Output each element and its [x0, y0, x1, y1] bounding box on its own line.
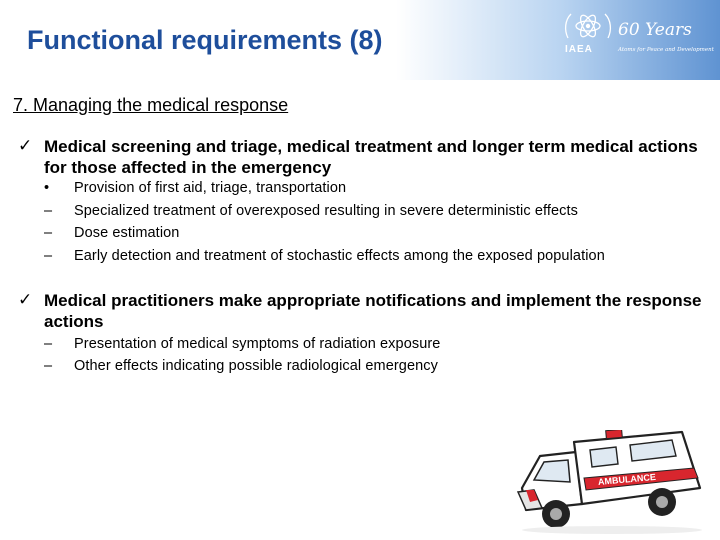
bullet-marker: • — [44, 180, 50, 196]
dash-marker: – — [44, 203, 53, 219]
checkmark-icon: ✓ — [18, 290, 33, 309]
iaea-60-years-logo — [560, 8, 720, 58]
dash-marker: – — [44, 248, 53, 264]
list-item-text: Presentation of medical symptoms of radiation exposure — [74, 336, 441, 352]
dash-marker: – — [44, 358, 53, 374]
check-item-text: Medical practitioners make appropriate notifications and implement the response actions — [44, 291, 702, 331]
logo-years-text: 60 Years — [618, 20, 692, 40]
list-item-text: Provision of first aid, triage, transportation — [74, 180, 347, 196]
section-subtitle: 7. Managing the medical response — [13, 95, 289, 115]
check-item-text: Medical screening and triage, medical treatment and longer term medical actions for those affected in the emergency — [44, 137, 698, 177]
atom-emblem-icon — [560, 8, 616, 48]
logo-tagline-text: Atoms for Peace and Development — [618, 47, 714, 53]
checkmark-icon: ✓ — [18, 136, 33, 155]
logo-agency-text: IAEA — [565, 44, 593, 55]
dash-marker: – — [44, 225, 53, 241]
ambulance-illustration — [512, 430, 712, 535]
list-item-text: Early detection and treatment of stochastic effects among the exposed population — [74, 248, 605, 264]
slide-title: Functional requirements (8) — [27, 25, 383, 55]
check-item-medical-screening — [18, 136, 708, 180]
dash-marker: – — [44, 336, 53, 352]
list-item-text: Dose estimation — [74, 225, 180, 241]
list-item-text: Other effects indicating possible radiological emergency — [74, 358, 439, 374]
list-item-text: Specialized treatment of overexposed resulting in severe deterministic effects — [74, 203, 579, 219]
check-item-medical-practitioners — [18, 290, 708, 334]
ambulance-label: AMBULANCE — [597, 471, 657, 487]
